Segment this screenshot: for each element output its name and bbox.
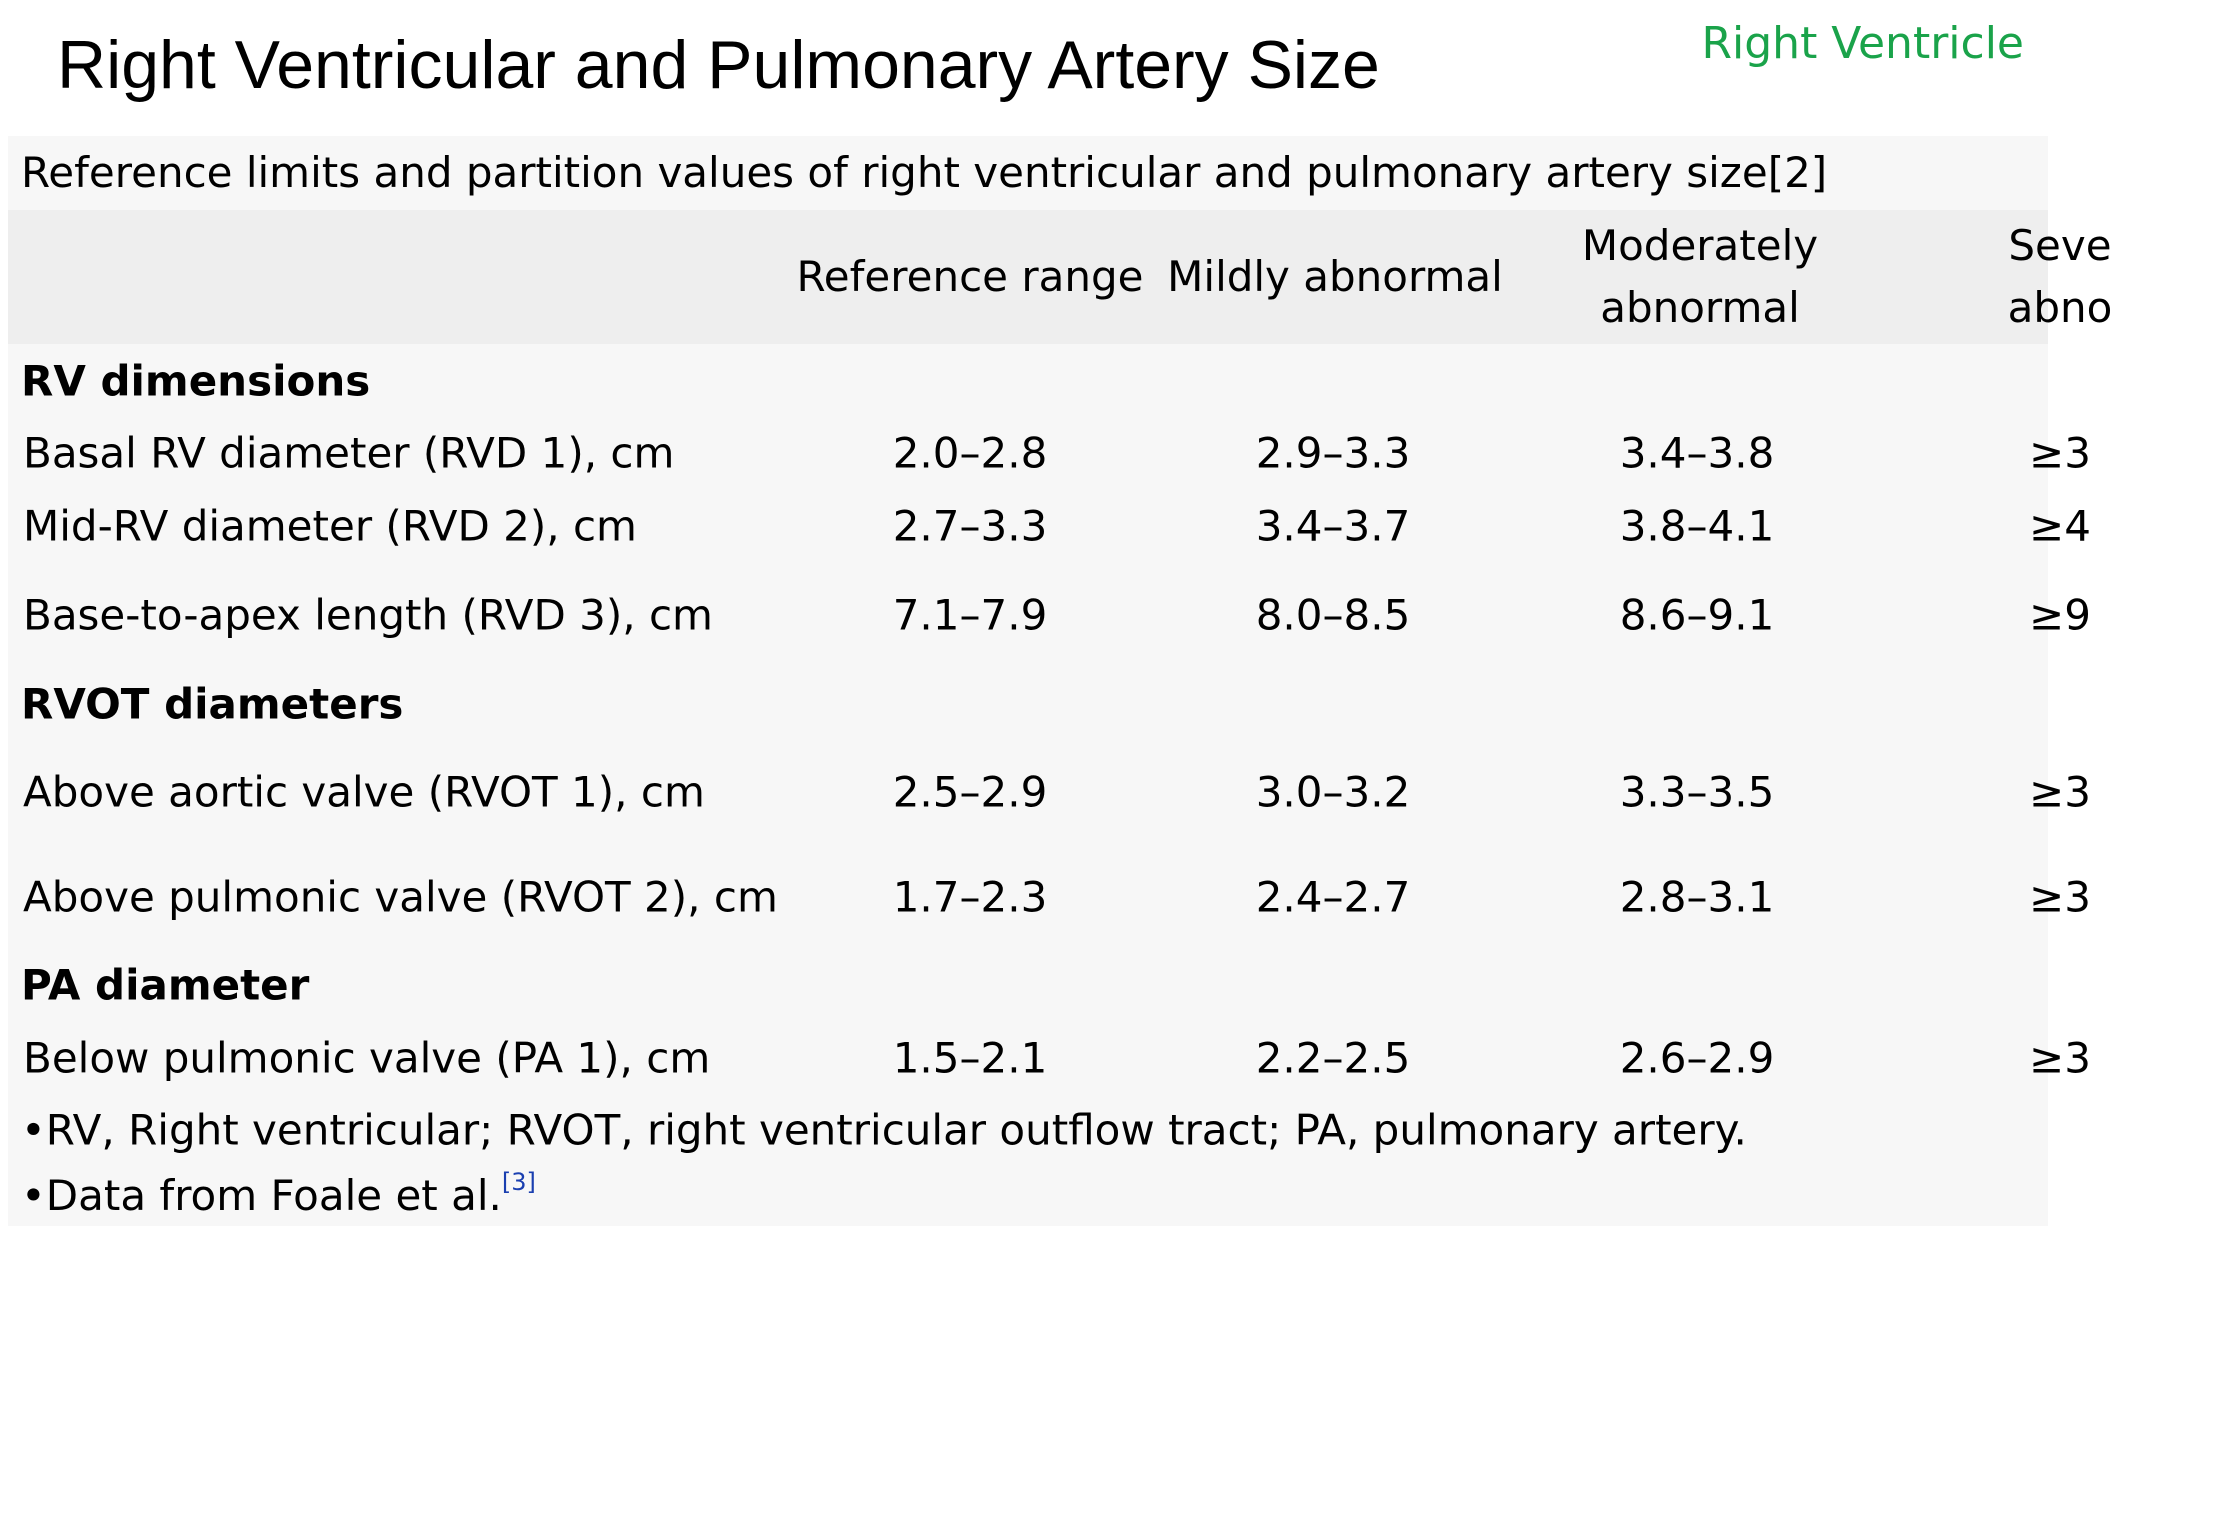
section-tag: Right Ventricle — [1701, 18, 2024, 69]
table-cell: ≥9 — [2029, 590, 2091, 640]
table-cell: 8.6–9.1 — [1619, 590, 1775, 640]
table-header — [8, 210, 2113, 344]
reference-table — [8, 136, 2113, 1226]
row-label: Below pulmonic valve (PA 1), cm — [23, 1033, 711, 1083]
table-cell: 2.8–3.1 — [1619, 872, 1775, 922]
slide-title: Right Ventricular and Pulmonary Artery Size — [57, 27, 1380, 103]
table-cell: 2.5–2.9 — [892, 767, 1048, 817]
footnote-source: •Data from Foale et al.[3] — [21, 1168, 536, 1220]
group-label-rv-dimensions: RV dimensions — [21, 356, 371, 406]
row-label: Above aortic valve (RVOT 1), cm — [23, 767, 705, 817]
column-header-mildly-abnormal: Mildly abnormal — [1167, 252, 1503, 301]
table-cell: ≥3 — [2029, 428, 2091, 478]
table-cell: 2.2–2.5 — [1255, 1033, 1411, 1083]
table-cell: 3.8–4.1 — [1619, 501, 1775, 551]
table-cell: ≥4 — [2029, 501, 2091, 551]
table-cell: 3.4–3.8 — [1619, 428, 1775, 478]
table-cell: 1.5–2.1 — [892, 1033, 1048, 1083]
group-label-pa-diameter: PA diameter — [21, 960, 310, 1010]
table-cell: ≥3 — [2029, 1033, 2091, 1083]
table-cell: 7.1–7.9 — [892, 590, 1048, 640]
table-cell: 2.9–3.3 — [1255, 428, 1411, 478]
row-label: Base-to-apex length (RVD 3), cm — [23, 590, 713, 640]
table-cell: 3.3–3.5 — [1619, 767, 1775, 817]
table-cell: 2.7–3.3 — [892, 501, 1048, 551]
row-label: Basal RV diameter (RVD 1), cm — [23, 428, 675, 478]
column-header-reference-range: Reference range — [796, 252, 1144, 301]
table-cell: 3.4–3.7 — [1255, 501, 1411, 551]
footnote-abbreviations: •RV, Right ventricular; RVOT, right ventricular outflow tract; PA, pulmonary artery. — [21, 1105, 1747, 1155]
column-header-severely-abnormal: Seve abno — [2007, 221, 2113, 332]
row-label: Mid-RV diameter (RVD 2), cm — [23, 501, 637, 551]
table-cell: 2.4–2.7 — [1255, 872, 1411, 922]
table-cell: ≥3 — [2029, 767, 2091, 817]
table-cell: 8.0–8.5 — [1255, 590, 1411, 640]
table-cell: ≥3 — [2029, 872, 2091, 922]
reference-link[interactable]: [3] — [501, 1168, 536, 1196]
column-header-moderately-abnormal: Moderately abnormal — [1581, 221, 1819, 332]
table-caption: Reference limits and partition values of right ventricular and pulmonary artery size[2] — [21, 148, 1828, 197]
group-label-rvot-diameters: RVOT diameters — [21, 679, 404, 729]
row-label: Above pulmonic valve (RVOT 2), cm — [23, 872, 778, 922]
table-cell: 1.7–2.3 — [892, 872, 1048, 922]
table-cell: 2.6–2.9 — [1619, 1033, 1775, 1083]
table-cell: 3.0–3.2 — [1255, 767, 1411, 817]
table-cell: 2.0–2.8 — [892, 428, 1048, 478]
